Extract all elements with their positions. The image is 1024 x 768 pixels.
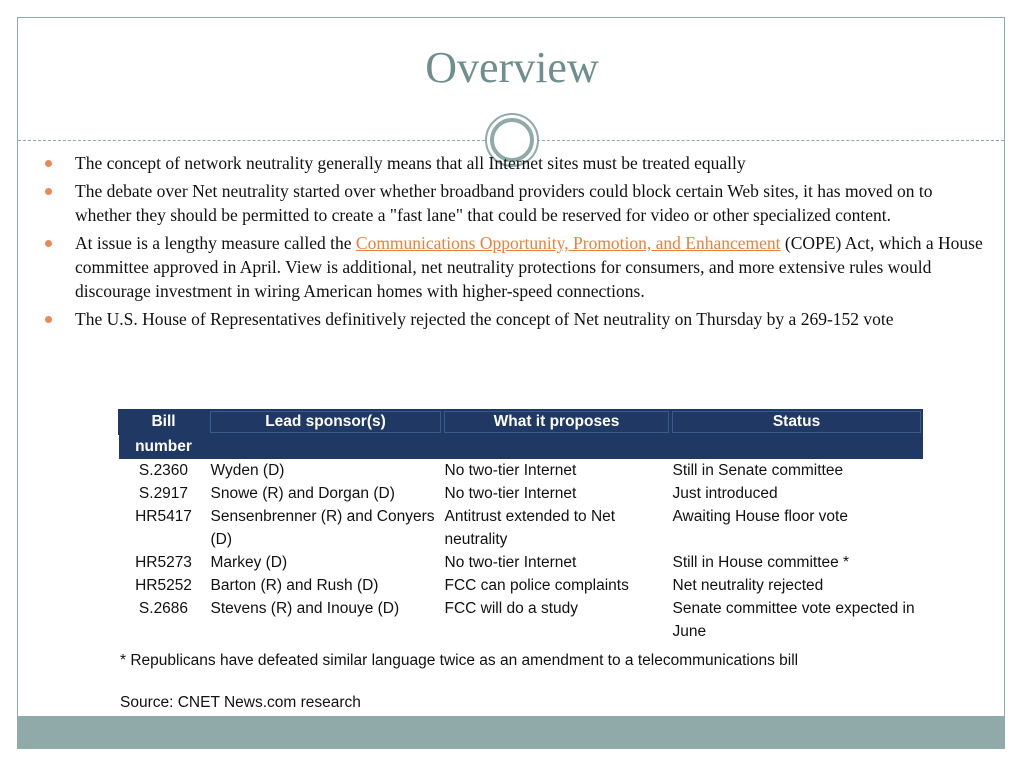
table-header-row-continued xyxy=(119,435,923,460)
table-header-row xyxy=(119,410,923,435)
table-row xyxy=(119,482,923,505)
bill-number-cell: S.2360 xyxy=(138,462,189,479)
table-row xyxy=(119,597,923,643)
slide-title: Overview xyxy=(425,43,599,92)
bill-number-cell: S.2686 xyxy=(138,600,189,617)
sponsor-cell: Wyden (D) xyxy=(210,462,285,479)
proposal-cell: FCC can police complaints xyxy=(444,577,629,594)
status-cell: Just introduced xyxy=(672,485,778,502)
sponsor-cell: Snowe (R) and Dorgan (D) xyxy=(210,485,395,502)
bills-table xyxy=(118,409,923,643)
bill-number-cell: HR5252 xyxy=(135,577,192,594)
sponsor-cell: Markey (D) xyxy=(210,554,288,571)
cope-act-link[interactable]: Communications Opportunity, Promotion, and Enhancement xyxy=(355,233,781,253)
bullet-text: The concept of network neutrality generally means that all Internet sites must be treated equally xyxy=(75,153,746,173)
header-bill: Bill xyxy=(119,410,209,435)
footer-bar xyxy=(17,716,1005,749)
bullet-text: The U.S. House of Representatives definitively rejected the concept of Net neutrality on Thursday by a 269-152 vote xyxy=(75,309,894,329)
header-bill-number: number xyxy=(119,435,209,460)
source-note: Source: CNET News.com research xyxy=(120,694,361,711)
proposal-cell: Antitrust extended to Net neutrality xyxy=(444,508,616,548)
table-row xyxy=(119,459,923,482)
table-row xyxy=(119,551,923,574)
bullet-item xyxy=(44,179,984,227)
bullet-text-suffix: (COPE) Act, which a House committee approved in April. View is additional, net neutrality protections for consumers, and more extensive rules would discourage investment in wiring American homes with higher-speed connections. xyxy=(75,233,983,301)
status-cell: Awaiting House floor vote xyxy=(672,508,848,525)
status-cell: Still in House committee * xyxy=(672,554,850,571)
proposal-cell: No two-tier Internet xyxy=(444,554,577,571)
bill-number-cell: S.2917 xyxy=(138,485,189,502)
bullet-text: The debate over Net neutrality started over whether broadband providers could block certain Web sites, it has moved on to whether they should be permitted to create a "fast lane" that could be reserved for video or other specialized content. xyxy=(75,181,933,225)
bullet-dot-icon xyxy=(45,316,52,323)
status-cell: Net neutrality rejected xyxy=(672,577,824,594)
sponsor-cell: Barton (R) and Rush (D) xyxy=(210,577,379,594)
header-lead-sponsors: Lead sponsor(s) xyxy=(209,410,443,435)
sponsor-cell: Stevens (R) and Inouye (D) xyxy=(210,600,400,617)
bullet-item xyxy=(44,151,984,175)
table-footnote: * Republicans have defeated similar language twice as an amendment to a telecommunications bill xyxy=(120,652,799,669)
header-what-it-proposes: What it proposes xyxy=(443,410,671,435)
bullet-dot-icon xyxy=(45,240,52,247)
table-row xyxy=(119,574,923,597)
bullet-item xyxy=(44,307,984,331)
header-status: Status xyxy=(671,410,923,435)
proposal-cell: No two-tier Internet xyxy=(444,462,577,479)
proposal-cell: FCC will do a study xyxy=(444,600,579,617)
bullet-list xyxy=(44,151,984,335)
status-cell: Still in Senate committee xyxy=(672,462,844,479)
status-cell: Senate committee vote expected in June xyxy=(672,600,915,640)
bullet-dot-icon xyxy=(45,188,52,195)
bill-number-cell: HR5417 xyxy=(135,508,192,525)
bill-number-cell: HR5273 xyxy=(135,554,192,571)
sponsor-cell: Sensenbrenner (R) and Conyers (D) xyxy=(210,508,435,548)
bullet-text-prefix: At issue is a lengthy measure called the xyxy=(75,233,356,253)
bills-table-container xyxy=(118,409,922,643)
bullet-item xyxy=(44,231,984,303)
table-row xyxy=(119,505,923,551)
proposal-cell: No two-tier Internet xyxy=(444,485,577,502)
bullet-dot-icon xyxy=(45,160,52,167)
